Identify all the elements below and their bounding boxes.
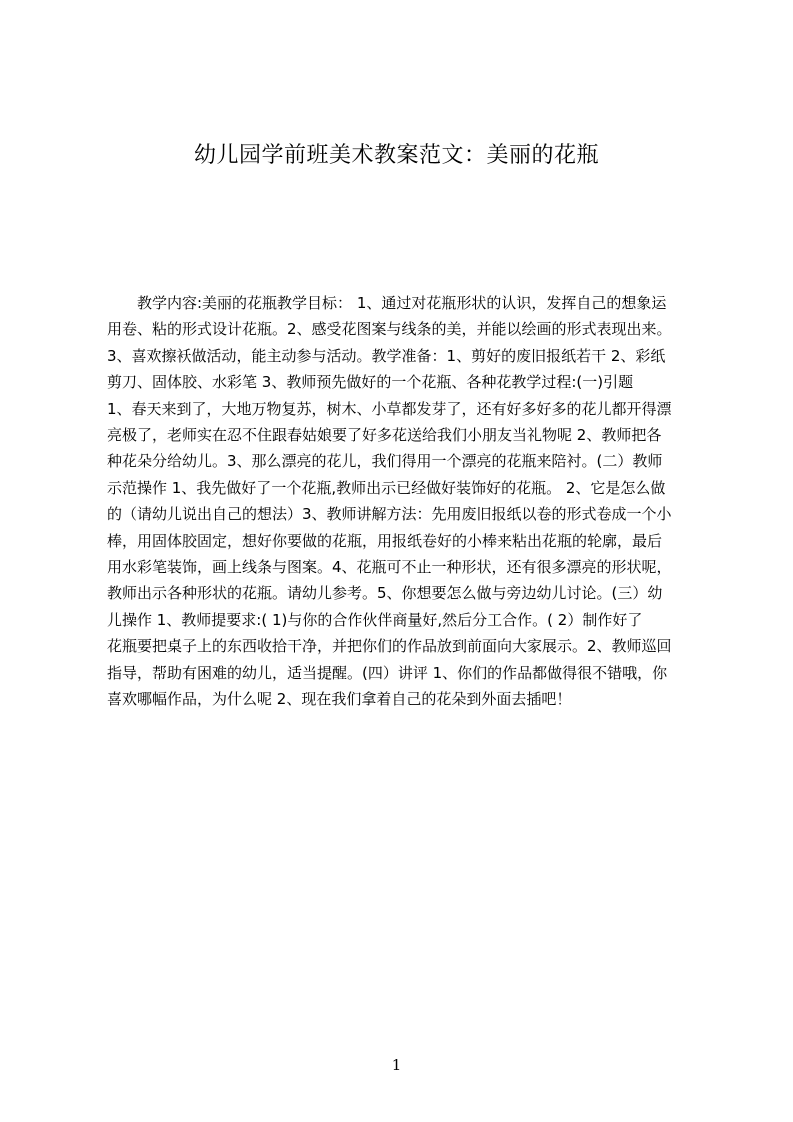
text-line: 指导，帮助有困难的幼儿，适当提醒。(四）讲评 1、你们的作品都做得很不错哦，你 [107, 663, 668, 682]
text-line: 的（请幼儿说出自己的想法）3、教师讲解方法：先用废旧报纸以卷的形式卷成一个小 [107, 505, 672, 524]
text-line: 喜欢哪幅作品，为什么呢 2、现在我们拿着自己的花朵到外面去插吧！ [107, 690, 572, 709]
body-paragraph [107, 290, 701, 730]
text-line: 用卷、粘的形式设计花瓶。2、感受花图案与线条的美，并能以绘画的形式表现出来。 [107, 320, 672, 339]
text-line: 种花朵分给幼儿。3、那么漂亮的花儿，我们得用一个漂亮的花瓶来陪衬。(二）教师 [107, 452, 663, 471]
text-line: 1、春天来到了，大地万物复苏，树木、小草都发芽了，还有好多好多的花儿都开得漂 [107, 399, 672, 418]
text-line: 花瓶要把桌子上的东西收拾干净，并把你们的作品放到前面向大家展示。2、教师巡回 [107, 637, 672, 656]
text-line: 用水彩笔装饰，画上线条与图案。4、花瓶可不止一种形状，还有很多漂亮的形状呢， [107, 558, 672, 577]
page-number: 1 [391, 1056, 402, 1074]
text-line: 示范操作 1、我先做好了一个花瓶,教师出示已经做好装饰好的花瓶。 2、它是怎么做 [107, 478, 666, 497]
text-line: 棒，用固体胶固定，想好你要做的花瓶，用报纸卷好的小棒来粘出花瓶的轮廓，最后 [107, 531, 663, 550]
text-line: 儿操作 1、教师提要求:( 1)与你的合作伙伴商量好,然后分工合作。( 2）制作好了 [107, 610, 643, 629]
text-line: 教学内容:美丽的花瓶教学目标： 1、通过对花瓶形状的认识，发挥自己的想象运 [137, 294, 667, 312]
text-line: 教师出示各种形状的花瓶。请幼儿参考。5、你想要怎么做与旁边幼儿讨论。(三）幼 [107, 584, 663, 603]
text-line: 亮极了，老师实在忍不住跟春姑娘要了好多花送给我们小朋友当礼物呢 2、教师把各 [107, 426, 662, 445]
document-title: 幼儿园学前班美术教案范文：美丽的花瓶 [193, 143, 599, 168]
text-line: 3、喜欢擦袄做活动，能主动参与活动。教学准备：1、剪好的废旧报纸若干 2、彩纸 [107, 346, 666, 365]
text-line: 剪刀、固体胶、水彩笔 3、教师预先做好的一个花瓶、各种花教学过程:(一)引题 [107, 373, 634, 392]
